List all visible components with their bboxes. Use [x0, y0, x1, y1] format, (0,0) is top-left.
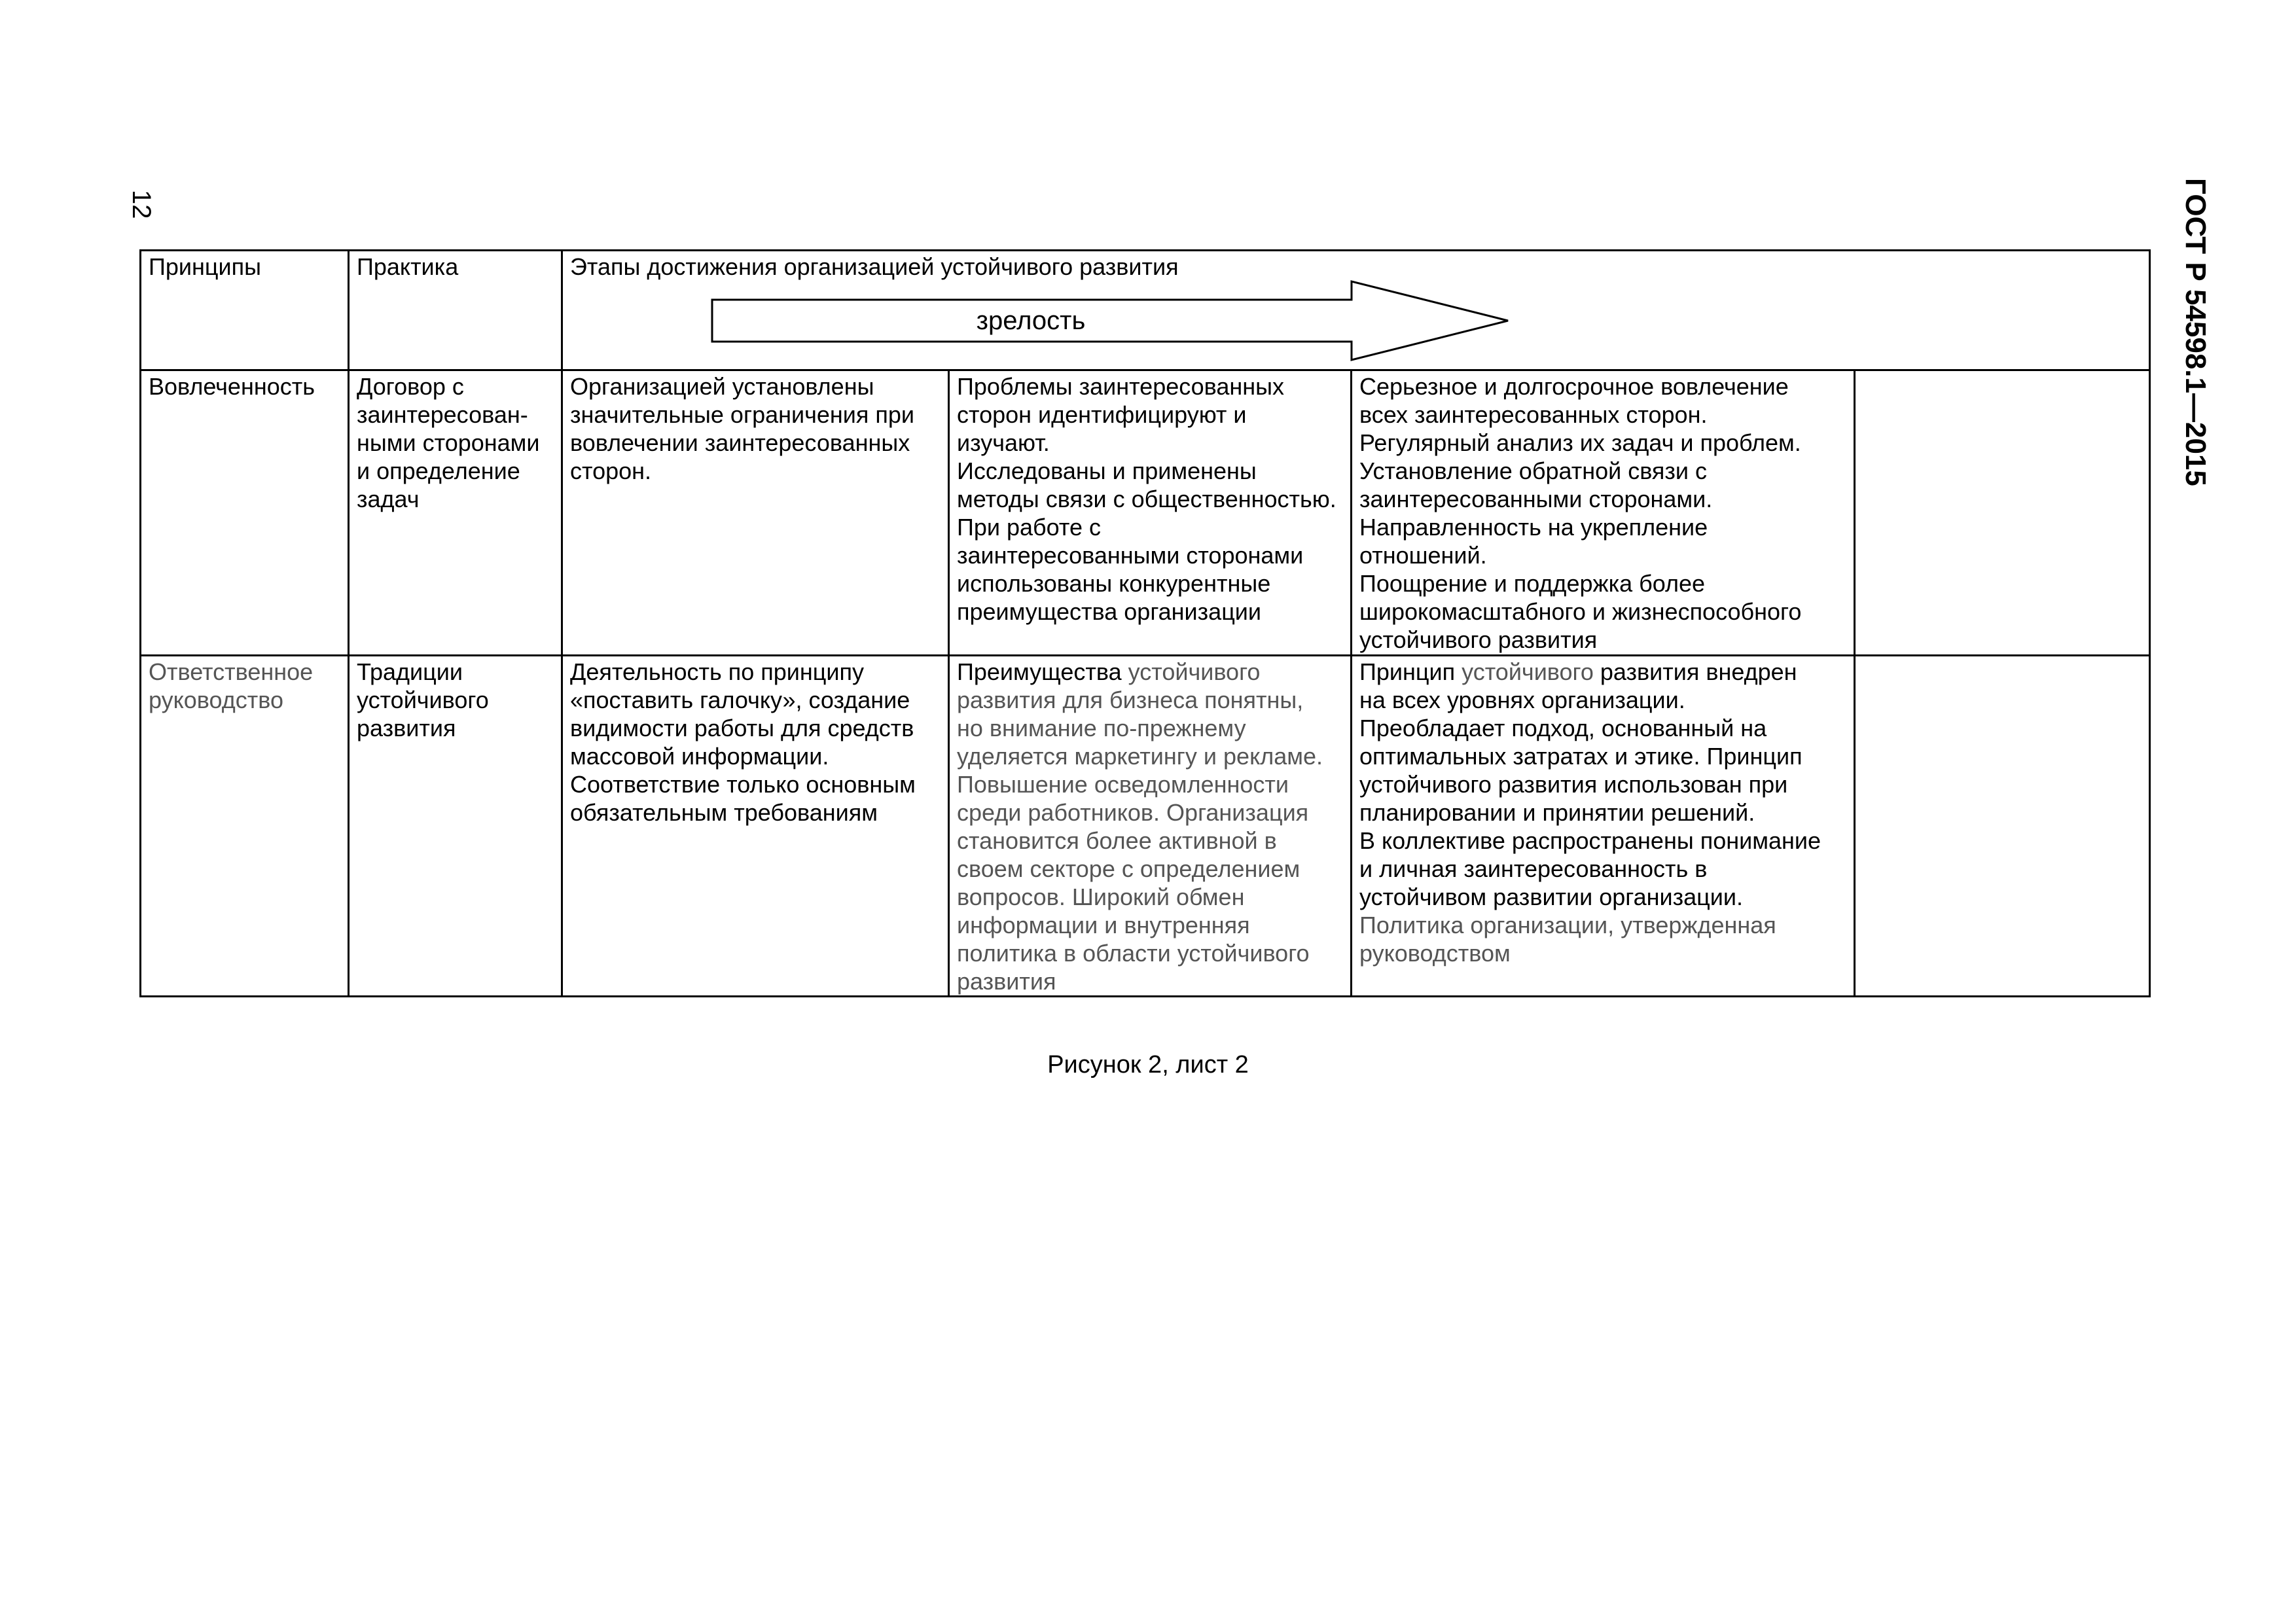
- practice-leadership-text: Традиции устойчивого развития: [357, 658, 489, 741]
- leadership-stage-2-body: устойчивого развития для бизнеса понятны, но внимание по-прежнему уделяется маркетингу и рекламе. Повышение осведомленности среди работников. Организация становится более активной в своем секторе с определением вопросов. Широкий обмен информации и внутренняя политика в области устойчивого развития: [957, 658, 1323, 995]
- header-stages: Этапы достижения организацией устойчивого развития: [570, 253, 1179, 280]
- leadership-stage-2-lead: Преимущества: [957, 658, 1122, 685]
- figure-caption: Рисунок 2, лист 2: [1047, 1051, 1249, 1079]
- leadership-stage-3: [1352, 656, 1855, 997]
- principle-leadership: Ответственное руководство: [141, 656, 349, 997]
- principle-engagement-text: Вовлеченность: [149, 373, 315, 400]
- table-row: [141, 370, 2150, 656]
- engagement-stage-2: Проблемы заинтересованных сторон идентифицируют и изучают. Исследованы и применены методы связи с общественностью. При работе с заинтересованными сторонами использованы конкурентные преимущества организации: [949, 370, 1352, 656]
- header-principles: Принципы: [141, 251, 349, 370]
- document-id: ГОСТ Р 54598.1—2015: [2179, 178, 2212, 486]
- leadership-stage-3-a: Принцип: [1359, 658, 1462, 685]
- leadership-stage-3-b: устойчивого: [1462, 658, 1594, 685]
- leadership-stage-4: [1855, 656, 2150, 997]
- principle-engagement: [141, 370, 349, 656]
- engagement-stage-1: Организацией установлены значительные ограничения при вовлечении заинтересованных сторон.: [562, 370, 949, 656]
- table-row: [141, 656, 2150, 997]
- header-practice: Практика: [349, 251, 562, 370]
- leadership-stage-3-d: Политика организации, утвержденная руководством: [1359, 912, 1776, 967]
- header-stages-cell: [562, 251, 2150, 370]
- engagement-stage-4: [1855, 370, 2150, 656]
- maturity-arrow: [710, 279, 1510, 362]
- practice-engagement: Договор с заинтересован- ными сторонами и определение задач: [349, 370, 562, 656]
- page-number: 12: [127, 190, 156, 219]
- leadership-stage-1: Деятельность по принципу «поставить галочку», создание видимости работы для средств массовой информации. Соответствие только основным обязательным требованиям: [562, 656, 949, 997]
- table-header-row: [141, 251, 2150, 370]
- figure-table: [139, 249, 2151, 997]
- maturity-arrow-label: зрелость: [976, 306, 1086, 335]
- engagement-stage-3: Серьезное и долгосрочное вовлечение всех заинтересованных сторон. Регулярный анализ их задач и проблем. Установление обратной связи с заинтересованными сторонами. Направленность на укрепление отношений. Поощрение и поддержка более широкомасштабного и жизнеспособного устойчивого развития: [1352, 370, 1855, 656]
- leadership-stage-3-c: развития внедрен на всех уровнях организации. Преобладает подход, основанный на оптимальных затратах и этике. Принцип устойчивого развития использован при планировании и принятии решений. В коллективе распространены понимание и личная заинтересованность в устойчивом развитии организации.: [1359, 658, 1821, 910]
- leadership-stage-2: [949, 656, 1352, 997]
- practice-leadership: [349, 656, 562, 997]
